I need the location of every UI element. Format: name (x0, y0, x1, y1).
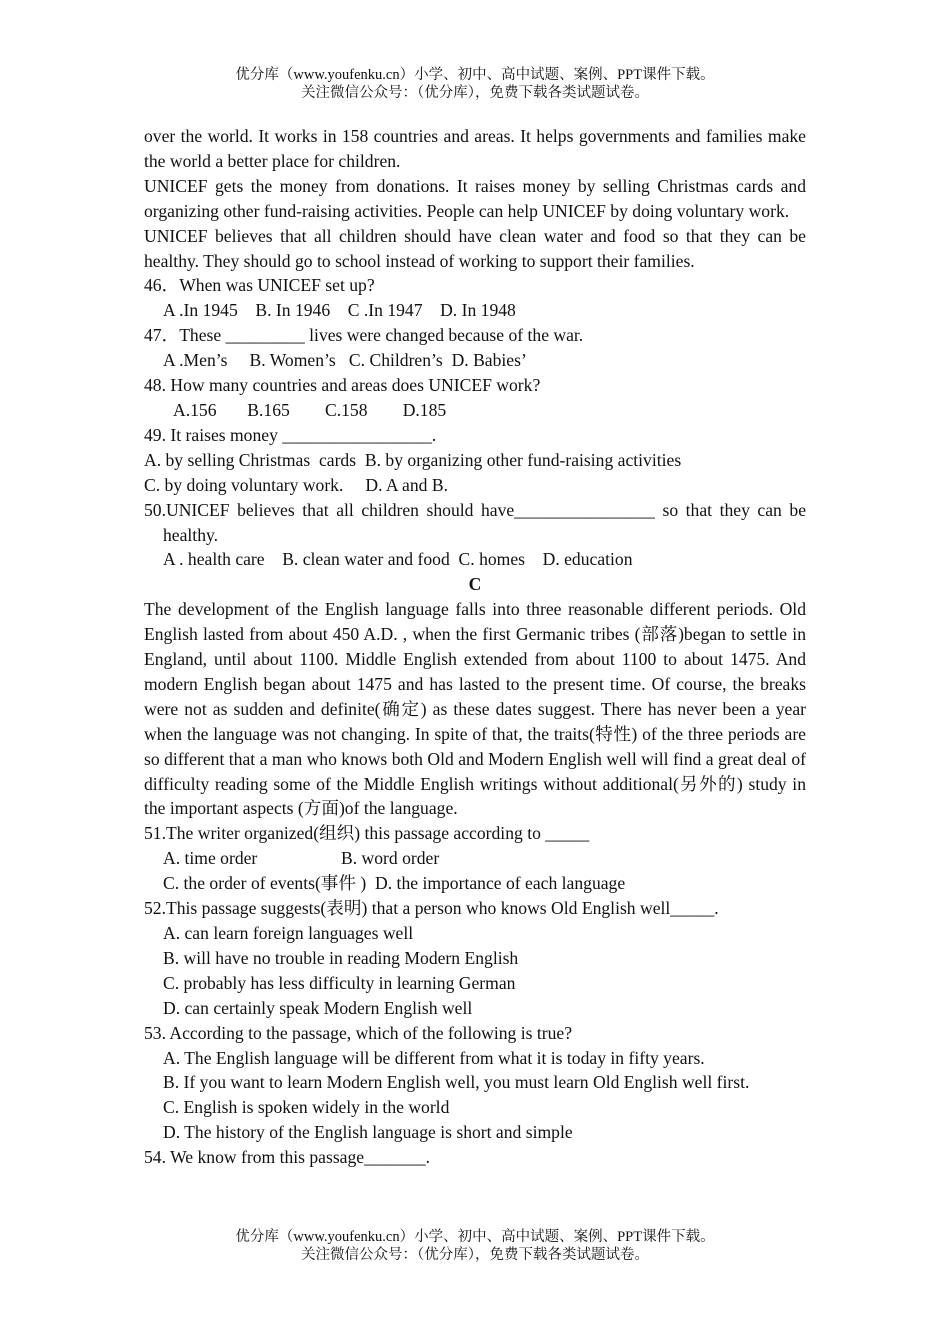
question-51-option-b: B. word order (341, 848, 440, 869)
question-46-options: A .In 1945 B. In 1946 C .In 1947 D. In 1948 (163, 300, 516, 321)
question-52-option-d: D. can certainly speak Modern English well (163, 997, 473, 1018)
question-52-option-c: C. probably has less difficulty in learning German (163, 972, 516, 993)
question-51-option-d: D. the importance of each language (375, 873, 626, 894)
page-footer (0, 1228, 950, 1264)
question-51-options-row-1 (144, 846, 806, 871)
question-53-option-a: A. The English language will be different from what it is today in fifty years. (163, 1047, 705, 1068)
question-51-option-c: C. the order of events(事件 ) (163, 873, 367, 894)
passage-b-paragraph-2: UNICEF gets the money from donations. It raises money by selling Christmas cards and organizing other fund-raising activities. People can help UNICEF by doing voluntary work. (144, 175, 806, 221)
question-52-option-a: A. can learn foreign languages well (163, 923, 414, 943)
question-54-stem: 54. We know from this passage_______. (144, 1147, 431, 1168)
question-51-options-row-2 (144, 871, 806, 896)
question-49-options-row-2: C. by doing voluntary work. D. A and B. (144, 474, 448, 495)
document-body (144, 124, 806, 1170)
question-50-stem: 50.UNICEF believes that all children should have________________ so that they can be healthy. (144, 499, 806, 545)
question-48-options: A.156 B.165 C.158 D.185 (173, 399, 447, 420)
question-46-stem: 46．When was UNICEF set up? (144, 275, 375, 296)
question-53-option-b: B. If you want to learn Modern English well, you must learn Old English well first. (163, 1072, 750, 1093)
question-52-option-b: B. will have no trouble in reading Modern English (163, 947, 519, 968)
passage-b-paragraph-1: over the world. It works in 158 countries and areas. It helps governments and families make the world a better place for children. (144, 126, 806, 171)
question-53-stem: 53. According to the passage, which of the following is true? (144, 1022, 573, 1043)
question-47-options: A .Men’s B. Women’s C. Children’s D. Babies’ (163, 350, 527, 371)
question-51-stem: 51.The writer organized(组织) this passage according to _____ (144, 823, 590, 844)
section-c-heading: C (468, 574, 482, 595)
question-53-option-c: C. English is spoken widely in the world (163, 1097, 450, 1118)
question-52-stem: 52.This passage suggests(表明) that a person who knows Old English well_____. (144, 898, 719, 919)
footer-line-1: 优分库（www.youfenku.cn）小学、初中、高中试题、案例、PPT课件下载。 (235, 1229, 715, 1245)
header-line-1: 优分库（www.youfenku.cn）小学、初中、高中试题、案例、PPT课件下载。 (235, 67, 715, 83)
question-47-stem: 47．These _________ lives were changed because of the war. (144, 325, 584, 346)
question-49-options-row-1: A. by selling Christmas cards B. by organizing other fund-raising activities (144, 449, 682, 470)
page-header (0, 66, 950, 102)
header-line-2: 关注微信公众号：（优分库），免费下载各类试题试卷。 (301, 85, 649, 101)
question-48-stem: 48. How many countries and areas does UNICEF work? (144, 375, 541, 396)
footer-line-2: 关注微信公众号：（优分库），免费下载各类试题试卷。 (301, 1247, 649, 1263)
question-50-options: A . health care B. clean water and food C. homes D. education (163, 549, 633, 570)
passage-b-paragraph-3: UNICEF believes that all children should have clean water and food so that they can be healthy. They should go to school instead of working to support their families. (144, 225, 806, 271)
question-53-option-d: D. The history of the English language is short and simple (163, 1122, 573, 1143)
question-49-stem: 49. It raises money _________________. (144, 424, 437, 445)
question-51-option-a: A. time order (163, 848, 258, 869)
section-c-passage: The development of the English language falls into three reasonable different periods. Old English lasted from about 450 A.D. , when the first Germanic tribes (部落)began to settle in England, until about 1100. Middle English extended from about 1100 to about 1475. And modern English began about 1475 and has lasted to the present time. Of course, the breaks were not as sudden and definite(确定) as these dates suggest. There has never been a year when the language was not changing. In spite of that, the traits(特性) of the three periods are so different that a man who knows both Old and Modern English well will find a great deal of difficulty reading some of the Middle English writings without additional(另外的) study in the important aspects (方面)of the language. (144, 599, 806, 819)
